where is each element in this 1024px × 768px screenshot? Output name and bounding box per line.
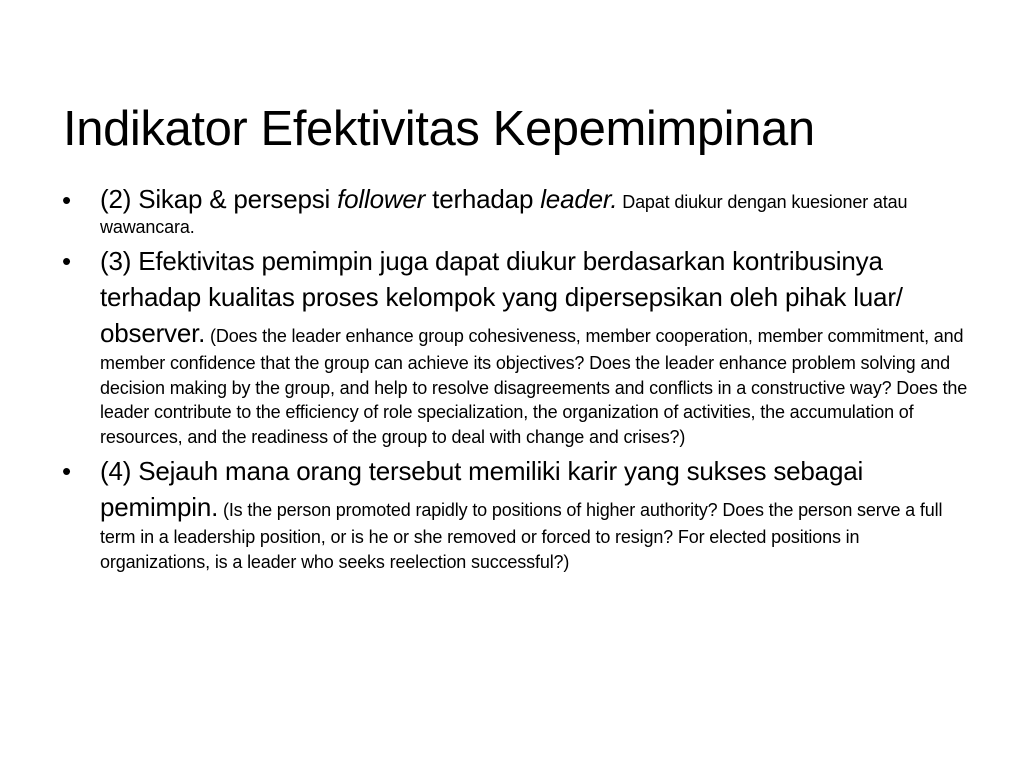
bullet-item [62,182,968,239]
bullet-icon: • [62,185,72,215]
bullet-item [62,243,968,449]
bullet-list [62,182,968,578]
bullet-note: (Does the leader enhance group cohesiveness, member cooperation, member commitment, and member confidence that the group can achieve its objectives? Does the leader enhance problem solving and decision making by the group, and help to resolve disagreements and conflicts in a constructive way? Does the leader contribute to the efficiency of role specialization, the organization of activities, the accumulation of resources, and the readiness of the group to deal with change and crises?) [100,326,968,447]
bullet-text: (4) Sejauh mana orang tersebut memiliki karir yang sukses sebagai pemimpin. [100,456,864,522]
bullet-note: (Is the person promoted rapidly to positions of higher authority? Does the person serve a full term in a leadership position, or is he or she removed or forced to resign? For elected positions in organizations, is a leader who seeks reelection successful?) [100,500,943,572]
bullet-text: (2) Sikap & persepsi [100,184,338,214]
bullet-text: terhadap [425,184,541,214]
bullet-icon: • [62,246,72,276]
slide-title: Indikator Efektivitas Kepemimpinan [63,101,815,156]
bullet-note: Dapat diukur dengan kuesioner atau wawancara. [100,192,908,237]
bullet-icon: • [62,456,72,486]
bullet-text: (3) Efektivitas pemimpin juga dapat diukur berdasarkan kontribusinya terhadap kualitas proses kelompok yang dipersepsikan oleh pihak luar/ observer. [100,246,903,348]
bullet-item [62,453,968,574]
bullet-text-italic: follower [337,184,426,214]
bullet-text-italic: leader. [540,184,618,214]
